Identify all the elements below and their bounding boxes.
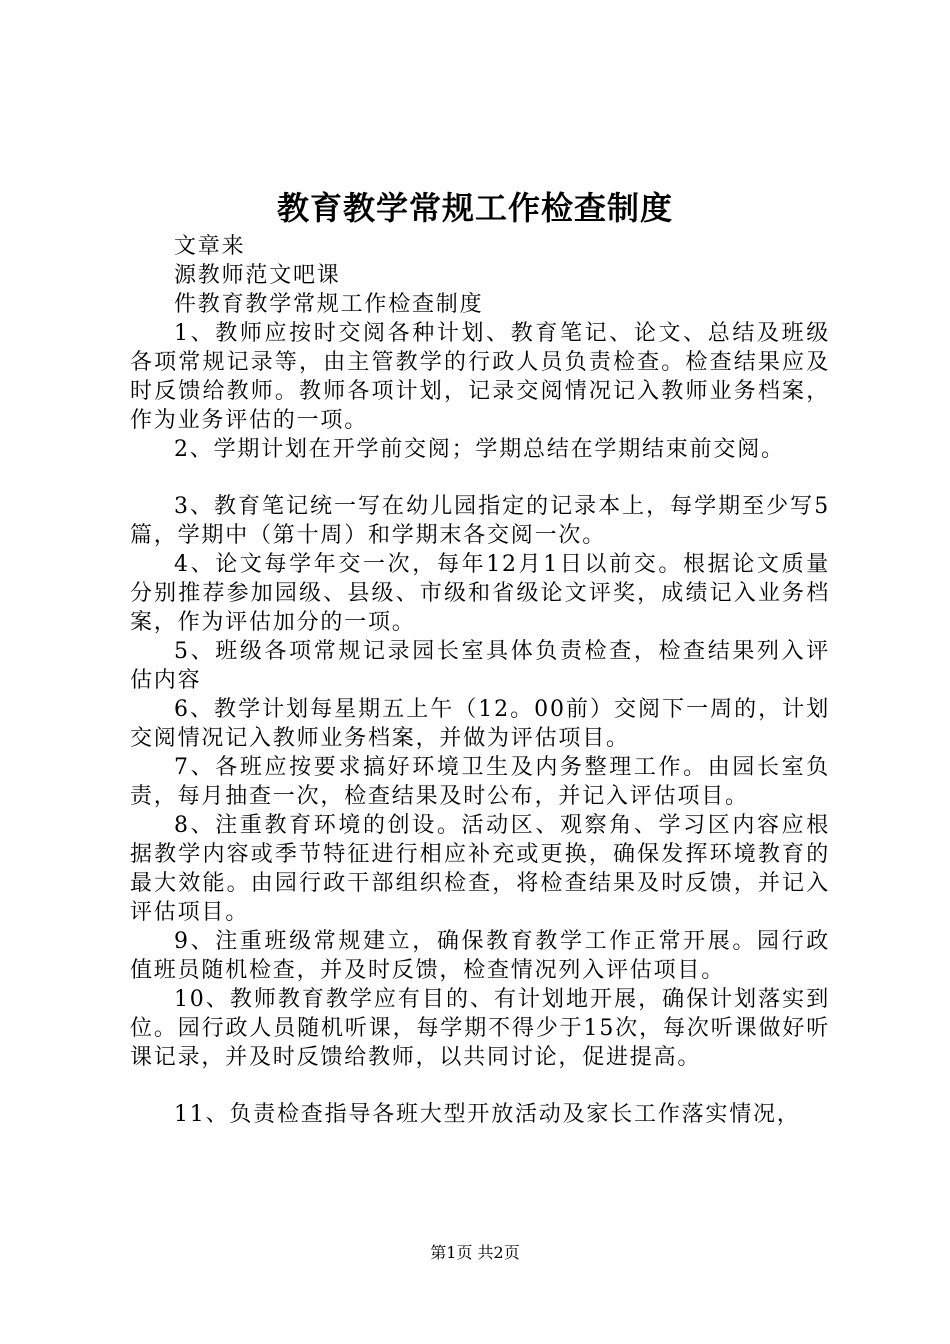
- rule-item-5: 5、班级各项常规记录园长室具体负责检查，检查结果列入评估内容: [130, 639, 830, 693]
- intro-line: 文章来: [174, 234, 246, 259]
- intro-line: 件教育教学常规工作检查制度: [174, 292, 484, 317]
- page-number: 第1页 共2页: [430, 1243, 520, 1262]
- rule-item-1: 1、教师应按时交阅各种计划、教育笔记、论文、总结及班级各项常规记录等，由主管教学的行政人员负责检查。检查结果应及时反馈给教师。教师各项计划，记录交阅情况记入教师业务档案，作为业务评估的一项。: [130, 321, 830, 433]
- rule-item-7: 7、各班应按要求搞好环境卫生及内务整理工作。由园长室负责，每月抽查一次，检查结果及时公布，并记入评估项目。: [130, 755, 830, 809]
- document-title: 教育教学常规工作检查制度: [276, 189, 673, 227]
- rule-item-3: 3、教育笔记统一写在幼儿园指定的记录本上，每学期至少写5篇，学期中（第十周）和学期末各交阅一次。: [130, 494, 830, 548]
- document-body: [130, 232, 830, 1129]
- rule-item-6: 6、教学计划每星期五上午（12。00前）交阅下一周的，计划交阅情况记入教师业务档案，并做为评估项目。: [130, 697, 830, 751]
- paragraph-gap: [130, 1072, 830, 1100]
- rule-item-4: 4、论文每学年交一次，每年12月1日以前交。根据论文质量分别推荐参加园级、县级、市级和省级论文评奖，成绩记入业务档案，作为评估加分的一项。: [130, 552, 830, 635]
- intro-line: 源教师范文吧课: [174, 263, 341, 288]
- rule-item-2: 2、学期计划在开学前交阅；学期总结在学期结束前交阅。: [174, 437, 785, 462]
- rule-item-10: 10、教师教育教学应有目的、有计划地开展，确保计划落实到位。园行政人员随机听课，每学期不得少于15次，每次听课做好听课记录，并及时反馈给教师，以共同讨论，促进提高。: [130, 987, 830, 1070]
- rule-item-8: 8、注重教育环境的创设。活动区、观察角、学习区内容应根据教学内容或季节特征进行相应补充或更换，确保发挥环境教育的最大效能。由园行政干部组织检查，将检查结果及时反馈，并记入评估项目。: [130, 813, 830, 925]
- rule-item-9: 9、注重班级常规建立，确保教育教学工作正常开展。园行政值班员随机检查，并及时反馈，检查情况列入评估项目。: [130, 929, 830, 983]
- paragraph-gap: [130, 464, 830, 492]
- rule-item-11: 11、负责检查指导各班大型开放活动及家长工作落实情况，: [174, 1102, 801, 1127]
